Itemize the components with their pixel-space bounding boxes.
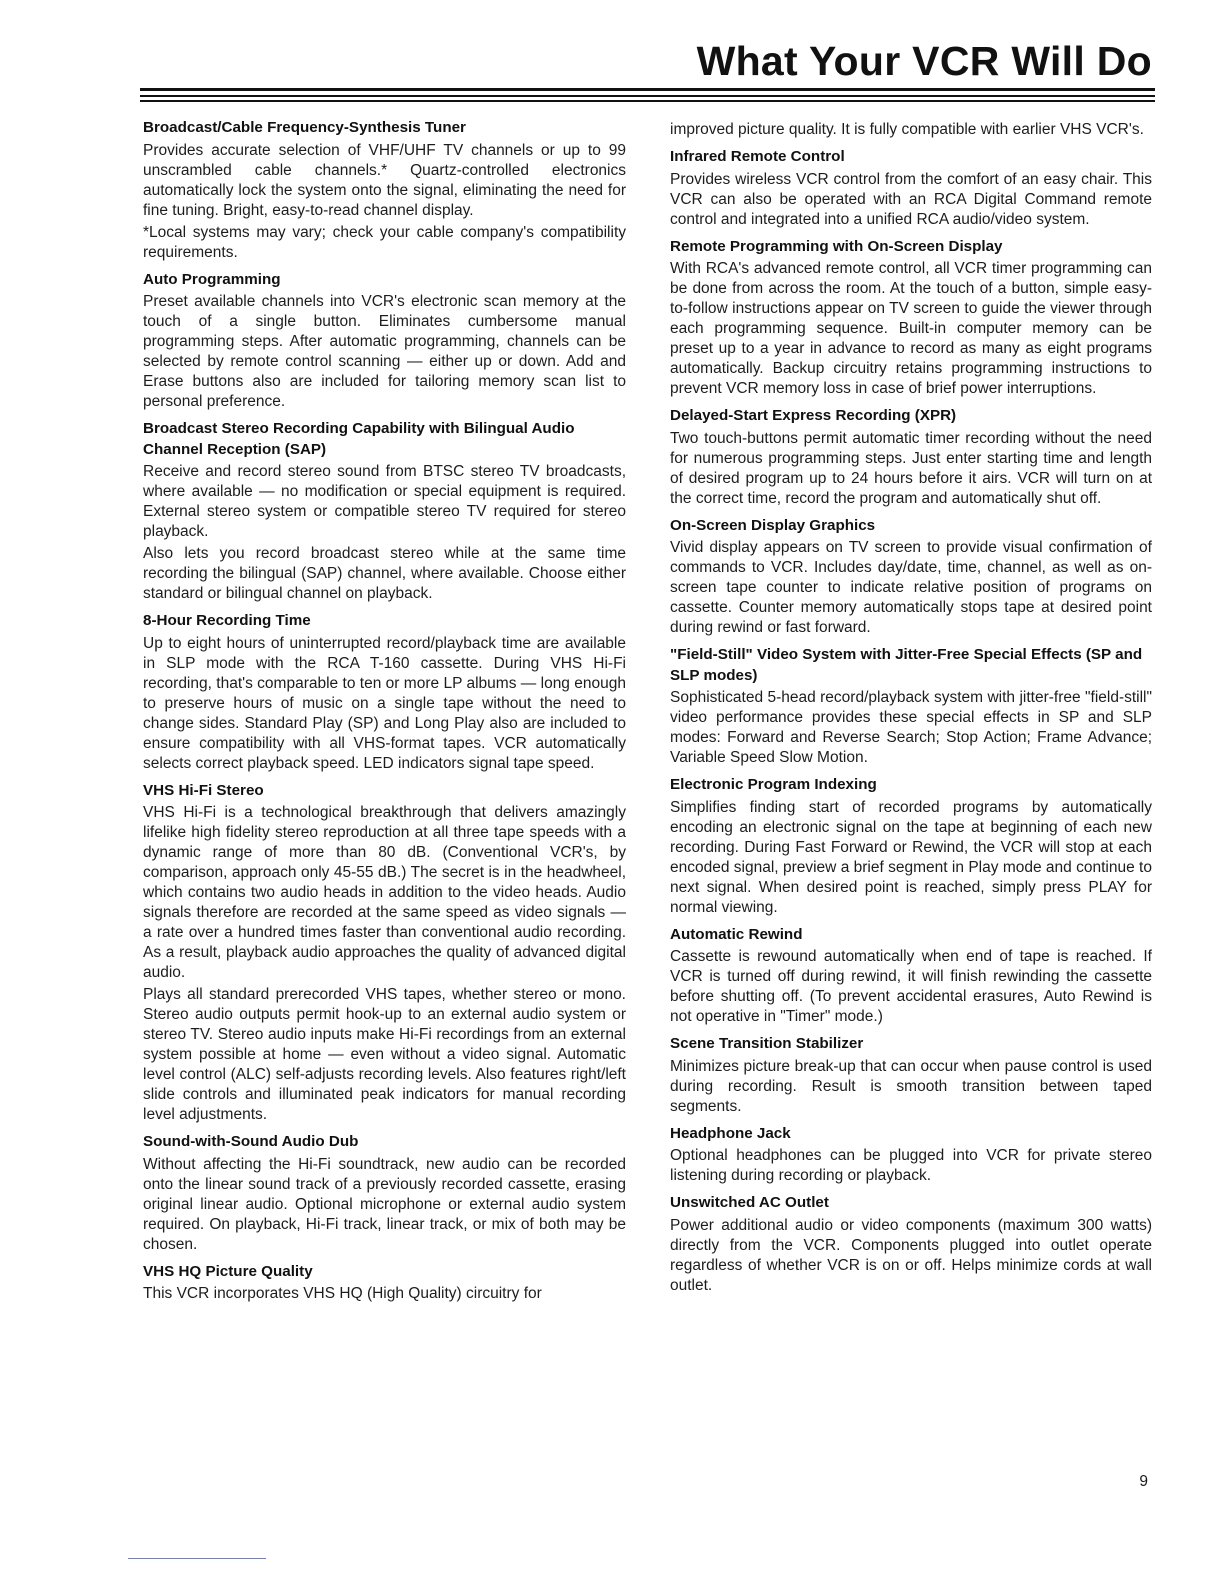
feature-section <box>670 516 1152 639</box>
left-column <box>143 118 626 1311</box>
page-title: What Your VCR Will Do <box>696 38 1152 84</box>
feature-section <box>670 1193 1152 1296</box>
section-paragraph: Also lets you record broadcast stereo while at the same time recording the bilingual (SAP) channel, where available. Choose either standard or bilingual channel on playback. <box>143 545 626 602</box>
feature-section <box>670 925 1152 1028</box>
feature-section <box>143 1132 626 1255</box>
feature-section <box>143 1262 626 1305</box>
section-paragraph: Preset available channels into VCR's electronic scan memory at the touch of a single button. Eliminates cumbersome manual programming steps. After automatic programming, channels can be selected by remote control scanning — either up or down. Add and Erase buttons also are included for tailoring memory scan list to personal preference. <box>143 293 626 410</box>
section-paragraph: Provides accurate selection of VHF/UHF TV channels or up to 99 unscrambled cable channels.* Quartz-controlled electronics automatically lock the system onto the signal, eliminating the need for fine tuning. Bright, easy-to-read channel display. <box>143 141 626 219</box>
section-heading: Electronic Program Indexing <box>670 776 877 793</box>
section-paragraph: Two touch-buttons permit automatic timer recording without the need for numerous programming steps. Just enter starting time and length of desired program up to 24 hours before it airs. VCR will turn on at the correct time, record the program and automatically shut off. <box>670 429 1152 507</box>
section-heading: 8-Hour Recording Time <box>143 612 311 629</box>
section-paragraph: Power additional audio or video components (maximum 300 watts) directly from the VCR. Components plugged into outlet operate regardless of whether VCR is on or off. Helps minimize cords at wall outlet. <box>670 1216 1152 1294</box>
feature-section <box>670 120 1152 140</box>
header-rule <box>140 100 1155 102</box>
section-heading: Remote Programming with On-Screen Display <box>670 237 1003 255</box>
section-heading: On-Screen Display Graphics <box>670 516 876 534</box>
section-paragraph: VHS Hi-Fi is a technological breakthrough that delivers amazingly lifelike high fidelity stereo reproduction at all three tape speeds with a dynamic range of more than 80 dB. (Conventional VCR's, by comparison, approach only 45-55 dB.) The secret is in the headwheel, which contains two audio heads in addition to the video heads. Audio signals therefore are recorded at the same speed as video signals — a rate over a hundred times faster than conventional audio recording. As a result, playback audio approaches the quality of advanced digital audio. <box>143 804 626 981</box>
section-paragraph: Minimizes picture break-up that can occur when pause control is used during recording. Result is smooth transition between taped segments. <box>670 1057 1152 1115</box>
section-heading: Unswitched AC Outlet <box>670 1194 829 1211</box>
section-paragraph: improved picture quality. It is fully compatible with earlier VHS VCR's. <box>670 121 1144 138</box>
section-heading: VHS HQ Picture Quality <box>143 1262 313 1280</box>
page-number: 9 <box>1139 1473 1148 1490</box>
section-paragraph: Cassette is rewound automatically when end of tape is reached. If VCR is turned off during rewind, it will finish rewinding the cassette before shutting off. (To prevent accidental erasures, Auto Rewind is not operative in "Timer" mode.) <box>670 948 1152 1025</box>
section-paragraph: Plays all standard prerecorded VHS tapes, whether stereo or mono. Stereo audio outputs permit hook-up to an external audio system or stereo TV. Stereo audio inputs make Hi-Fi recordings from an external system possible at home — even without a video signal. Automatic level control (ALC) self-adjusts recording levels. Also features right/left slide controls and illuminated peak indicators for manual recording level adjustments. <box>143 986 626 1123</box>
section-heading: Headphone Jack <box>670 1124 791 1142</box>
section-heading: Broadcast Stereo Recording Capability with Bilingual Audio Channel Reception (SAP) <box>143 420 575 458</box>
section-heading: Auto Programming <box>143 270 281 288</box>
section-paragraph: Sophisticated 5-head record/playback system with jitter-free "field-still" video performance provides these special effects in SP and SLP modes: Forward and Reverse Search; Stop Action; Frame Advance; Variable Speed Slow Motion. <box>670 689 1152 766</box>
section-paragraph: With RCA's advanced remote control, all VCR timer programming can be done from across the room. At the touch of a button, simple easy-to-follow instructions appear on TV screen to guide the viewer through each programming sequence. Built-in computer memory can be preset up to a year in advance to record as many as eight programs automatically. Backup circuitry retains programming instructions to prevent VCR memory loss in case of brief power interruptions. <box>670 260 1152 397</box>
feature-section <box>143 611 626 774</box>
header-rules <box>140 88 1155 102</box>
feature-section <box>670 237 1152 400</box>
section-heading: Infrared Remote Control <box>670 148 845 165</box>
feature-section <box>670 645 1152 768</box>
section-paragraph: This VCR incorporates VHS HQ (High Quality) circuitry for <box>143 1285 542 1302</box>
section-paragraph: Without affecting the Hi-Fi soundtrack, new audio can be recorded onto the linear sound track of a previously recorded cassette, erasing original linear audio. Optional microphone or external audio system required. On playback, Hi-Fi track, linear track, or mix of both may be chosen. <box>143 1155 626 1253</box>
feature-section <box>143 419 626 604</box>
feature-section <box>670 147 1152 230</box>
section-heading: "Field-Still" Video System with Jitter-Free Special Effects (SP and SLP modes) <box>670 646 1143 684</box>
feature-section <box>143 270 626 413</box>
feature-section <box>670 406 1152 509</box>
right-column <box>670 118 1152 1303</box>
section-paragraph: Provides wireless VCR control from the comfort of an easy chair. This VCR can also be operated with an RCA Digital Command remote control and integrated into a unified RCA audio/video system. <box>670 170 1152 228</box>
header-rule <box>140 88 1155 91</box>
header-rule <box>140 95 1155 97</box>
section-heading: Scene Transition Stabilizer <box>670 1035 864 1052</box>
section-heading: Broadcast/Cable Frequency-Synthesis Tuner <box>143 119 466 136</box>
feature-section <box>670 1124 1152 1187</box>
feature-section <box>670 1034 1152 1117</box>
section-paragraph: Optional headphones can be plugged into VCR for private stereo listening during recording or playback. <box>670 1147 1152 1184</box>
section-heading: Automatic Rewind <box>670 925 803 943</box>
feature-section <box>143 118 626 263</box>
section-paragraph: Receive and record stereo sound from BTSC stereo TV broadcasts, where available — no modification or special equipment is required. External stereo system or compatible stereo TV required for stereo playback. <box>143 463 626 540</box>
feature-section <box>143 781 626 1126</box>
feature-section <box>670 775 1152 918</box>
section-paragraph: Simplifies finding start of recorded programs by automatically encoding an electronic signal on the tape at beginning of each new recording. During Fast Forward or Rewind, the VCR will stop at each encoded signal, preview a brief segment in Play mode and continue to next signal. When desired point is reached, simply press PLAY for normal viewing. <box>670 798 1152 916</box>
section-heading: Delayed-Start Express Recording (XPR) <box>670 407 957 424</box>
footer-rule <box>128 1558 266 1559</box>
section-paragraph: Vivid display appears on TV screen to provide visual confirmation of commands to VCR. Includes day/date, time, channel, as well as on-screen tape counter to indicate relative position of programs on cassette. Counter memory automatically stops tape at desired point during rewind or fast forward. <box>670 539 1152 636</box>
section-paragraph: Up to eight hours of uninterrupted record/playback time are available in SLP mode with the RCA T-160 cassette. During VHS Hi-Fi recording, that's comparable to ten or more LP albums — long enough to preserve hours of music on a single tape without the need to change sides. Standard Play (SP) and Long Play also are included to ensure compatibility with all VHS-format tapes. VCR automatically selects correct playback speed. LED indicators signal tape speed. <box>143 634 626 772</box>
section-paragraph: *Local systems may vary; check your cable company's compatibility requirements. <box>143 223 626 261</box>
section-heading: Sound-with-Sound Audio Dub <box>143 1133 359 1150</box>
section-heading: VHS Hi-Fi Stereo <box>143 781 264 799</box>
